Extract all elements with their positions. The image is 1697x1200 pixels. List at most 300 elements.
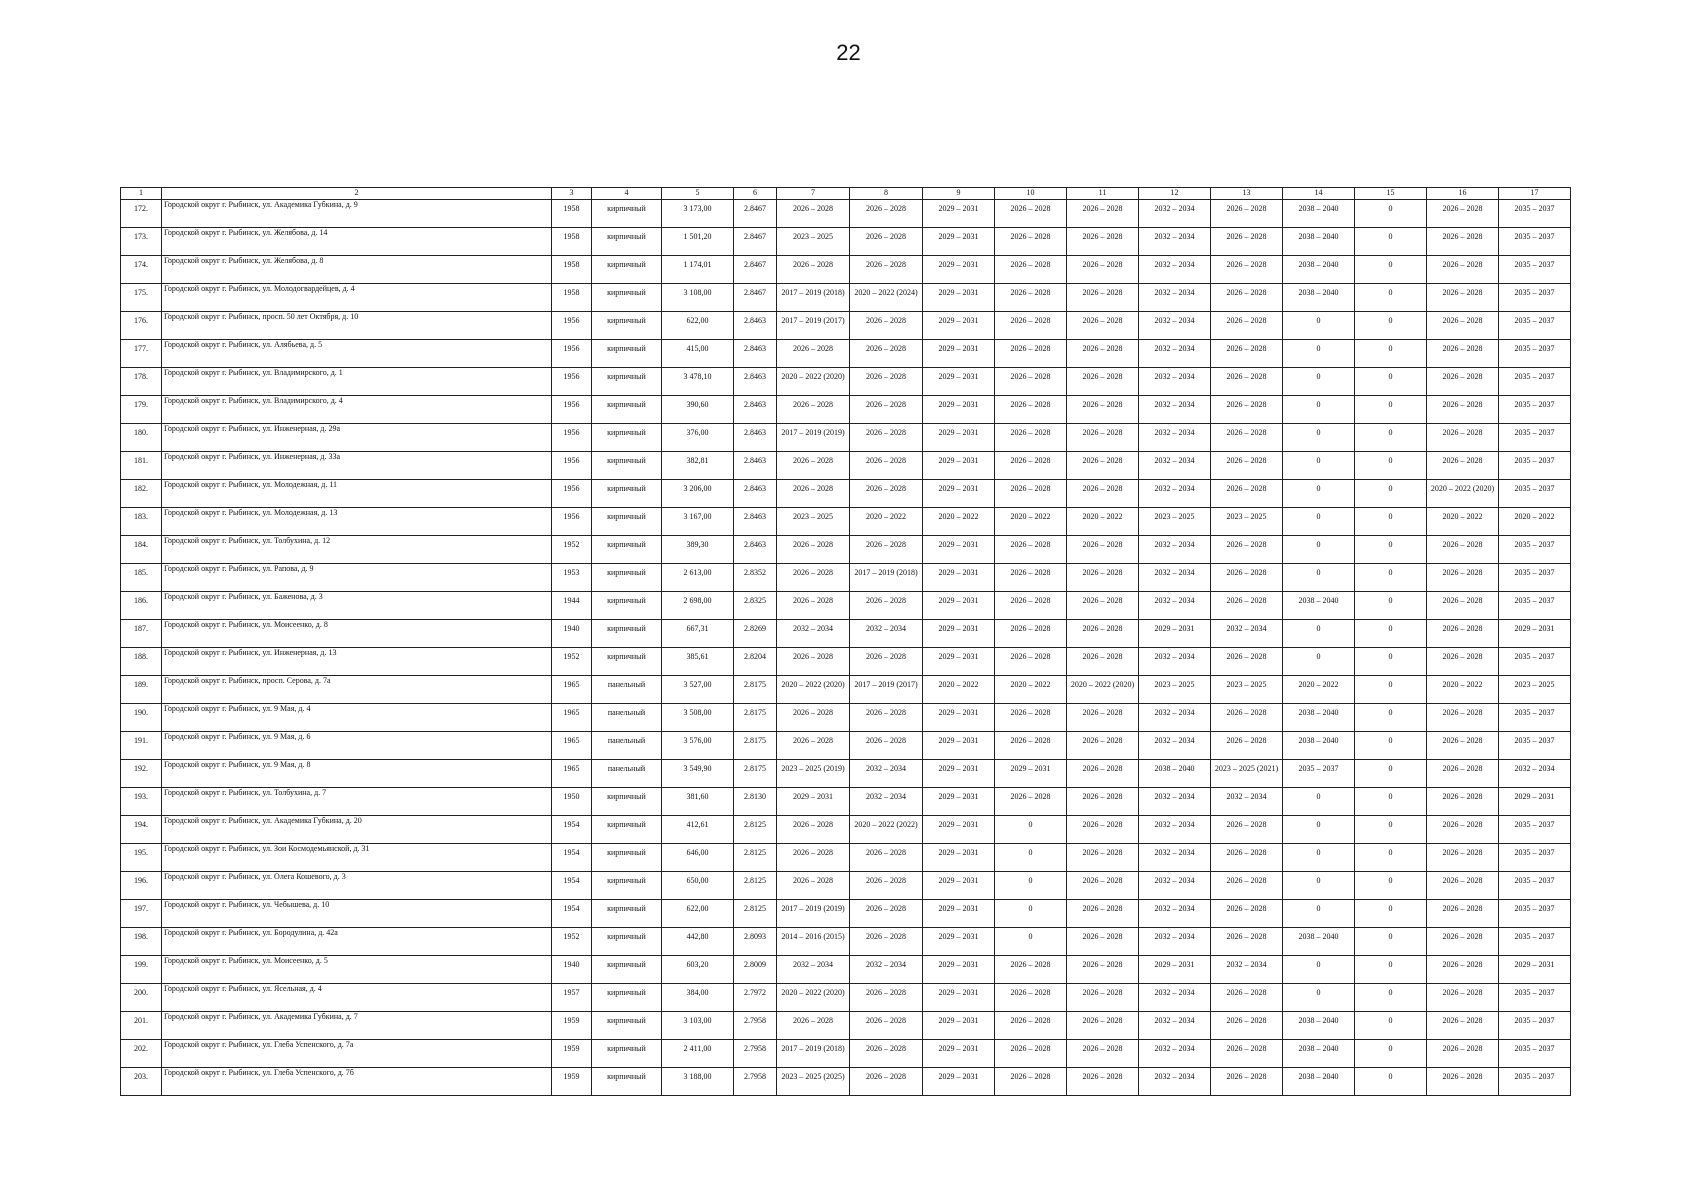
cell-works-col-16: 2026 – 2028 (1427, 648, 1499, 676)
cell-address: Городской округ г. Рыбинск, ул. Ясельная, д. 4 (162, 984, 552, 1012)
cell-works-col-7: 2020 – 2022 (2020) (777, 984, 850, 1012)
cell-address: Городской округ г. Рыбинск, ул. Алябьева, д. 5 (162, 340, 552, 368)
cell-works-col-8: 2020 – 2022 (850, 508, 923, 536)
cell-works-col-12: 2032 – 2034 (1139, 648, 1211, 676)
cell-works-col-12: 2032 – 2034 (1139, 732, 1211, 760)
table-row (121, 1068, 1571, 1096)
cell-works-col-11: 2026 – 2028 (1067, 424, 1139, 452)
cell-area: 412,61 (662, 816, 734, 844)
cell-row-number: 199. (121, 956, 162, 984)
cell-area: 389,30 (662, 536, 734, 564)
cell-works-col-9: 2029 – 2031 (923, 844, 995, 872)
cell-works-col-12: 2032 – 2034 (1139, 704, 1211, 732)
cell-works-col-16: 2026 – 2028 (1427, 816, 1499, 844)
cell-works-col-8: 2032 – 2034 (850, 956, 923, 984)
cell-year-built: 1954 (552, 844, 592, 872)
table-row (121, 928, 1571, 956)
cell-row-number: 191. (121, 732, 162, 760)
cell-works-col-14: 0 (1283, 816, 1355, 844)
table-row (121, 900, 1571, 928)
cell-works-col-13: 2026 – 2028 (1211, 928, 1283, 956)
cell-works-col-15: 0 (1355, 676, 1427, 704)
cell-works-col-13: 2026 – 2028 (1211, 592, 1283, 620)
cell-works-col-16: 2020 – 2022 (1427, 676, 1499, 704)
table-row (121, 564, 1571, 592)
cell-works-col-17: 2035 – 2037 (1499, 200, 1571, 228)
cell-works-col-13: 2026 – 2028 (1211, 844, 1283, 872)
cell-works-col-14: 2038 – 2040 (1283, 592, 1355, 620)
column-header-17: 17 (1499, 188, 1571, 200)
cell-row-number: 182. (121, 480, 162, 508)
cell-year-built: 1954 (552, 816, 592, 844)
cell-works-col-17: 2035 – 2037 (1499, 452, 1571, 480)
cell-works-col-7: 2026 – 2028 (777, 844, 850, 872)
column-header-16: 16 (1427, 188, 1499, 200)
cell-works-col-16: 2026 – 2028 (1427, 704, 1499, 732)
cell-area: 1 501,20 (662, 228, 734, 256)
cell-works-col-17: 2035 – 2037 (1499, 844, 1571, 872)
cell-works-col-8: 2020 – 2022 (2022) (850, 816, 923, 844)
cell-works-col-13: 2032 – 2034 (1211, 620, 1283, 648)
cell-works-col-17: 2035 – 2037 (1499, 284, 1571, 312)
cell-works-col-7: 2026 – 2028 (777, 340, 850, 368)
cell-works-col-9: 2020 – 2022 (923, 676, 995, 704)
cell-row-number: 180. (121, 424, 162, 452)
cell-address: Городской округ г. Рыбинск, ул. Инженерная, д. 33а (162, 452, 552, 480)
cell-works-col-9: 2029 – 2031 (923, 200, 995, 228)
cell-works-col-13: 2026 – 2028 (1211, 648, 1283, 676)
cell-works-col-12: 2032 – 2034 (1139, 928, 1211, 956)
cell-works-col-14: 2038 – 2040 (1283, 928, 1355, 956)
cell-wall-material: кирпичный (592, 984, 662, 1012)
cell-wall-material: кирпичный (592, 480, 662, 508)
cell-wall-material: кирпичный (592, 396, 662, 424)
cell-rating: 2.7958 (734, 1040, 777, 1068)
cell-works-col-15: 0 (1355, 396, 1427, 424)
table-body (121, 200, 1571, 1096)
cell-row-number: 188. (121, 648, 162, 676)
cell-area: 622,00 (662, 312, 734, 340)
cell-works-col-12: 2023 – 2025 (1139, 508, 1211, 536)
cell-rating: 2.8204 (734, 648, 777, 676)
cell-works-col-13: 2032 – 2034 (1211, 788, 1283, 816)
cell-works-col-17: 2032 – 2034 (1499, 760, 1571, 788)
cell-address: Городской округ г. Рыбинск, ул. 9 Мая, д. 4 (162, 704, 552, 732)
column-header-6: 6 (734, 188, 777, 200)
cell-works-col-15: 0 (1355, 788, 1427, 816)
cell-works-col-15: 0 (1355, 256, 1427, 284)
cell-year-built: 1959 (552, 1068, 592, 1096)
cell-works-col-11: 2026 – 2028 (1067, 1040, 1139, 1068)
cell-works-col-9: 2029 – 2031 (923, 900, 995, 928)
cell-wall-material: кирпичный (592, 536, 662, 564)
cell-works-col-15: 0 (1355, 816, 1427, 844)
cell-works-col-9: 2029 – 2031 (923, 956, 995, 984)
cell-area: 3 508,00 (662, 704, 734, 732)
cell-works-col-13: 2023 – 2025 (1211, 676, 1283, 704)
cell-works-col-7: 2032 – 2034 (777, 956, 850, 984)
cell-year-built: 1956 (552, 424, 592, 452)
cell-works-col-15: 0 (1355, 228, 1427, 256)
cell-works-col-7: 2026 – 2028 (777, 704, 850, 732)
cell-works-col-8: 2026 – 2028 (850, 228, 923, 256)
cell-wall-material: кирпичный (592, 452, 662, 480)
cell-works-col-16: 2026 – 2028 (1427, 984, 1499, 1012)
cell-rating: 2.8175 (734, 704, 777, 732)
cell-works-col-10: 2026 – 2028 (995, 480, 1067, 508)
table-row (121, 200, 1571, 228)
cell-works-col-15: 0 (1355, 704, 1427, 732)
cell-row-number: 176. (121, 312, 162, 340)
cell-wall-material: кирпичный (592, 872, 662, 900)
cell-wall-material: кирпичный (592, 508, 662, 536)
cell-works-col-15: 0 (1355, 592, 1427, 620)
cell-works-col-14: 2038 – 2040 (1283, 732, 1355, 760)
cell-works-col-10: 2026 – 2028 (995, 956, 1067, 984)
cell-wall-material: кирпичный (592, 368, 662, 396)
table-row (121, 340, 1571, 368)
cell-address: Городской округ г. Рыбинск, ул. Желябова, д. 14 (162, 228, 552, 256)
cell-address: Городской округ г. Рыбинск, ул. Академика Губкина, д. 9 (162, 200, 552, 228)
table-row (121, 1012, 1571, 1040)
cell-year-built: 1952 (552, 536, 592, 564)
cell-works-col-17: 2035 – 2037 (1499, 984, 1571, 1012)
cell-works-col-16: 2026 – 2028 (1427, 396, 1499, 424)
cell-wall-material: кирпичный (592, 844, 662, 872)
cell-works-col-10: 2026 – 2028 (995, 284, 1067, 312)
cell-works-col-13: 2023 – 2025 (2021) (1211, 760, 1283, 788)
cell-works-col-16: 2026 – 2028 (1427, 340, 1499, 368)
column-header-14: 14 (1283, 188, 1355, 200)
cell-works-col-12: 2032 – 2034 (1139, 872, 1211, 900)
cell-works-col-11: 2026 – 2028 (1067, 816, 1139, 844)
cell-year-built: 1954 (552, 900, 592, 928)
table-row (121, 228, 1571, 256)
cell-works-col-10: 2026 – 2028 (995, 200, 1067, 228)
column-header-11: 11 (1067, 188, 1139, 200)
cell-works-col-14: 0 (1283, 312, 1355, 340)
column-header-10: 10 (995, 188, 1067, 200)
cell-rating: 2.8352 (734, 564, 777, 592)
cell-works-col-16: 2026 – 2028 (1427, 536, 1499, 564)
cell-area: 415,00 (662, 340, 734, 368)
cell-works-col-9: 2029 – 2031 (923, 704, 995, 732)
cell-works-col-16: 2020 – 2022 (1427, 508, 1499, 536)
cell-area: 3 188,00 (662, 1068, 734, 1096)
table-row (121, 592, 1571, 620)
cell-works-col-10: 2026 – 2028 (995, 704, 1067, 732)
cell-works-col-7: 2020 – 2022 (2020) (777, 676, 850, 704)
cell-works-col-17: 2035 – 2037 (1499, 648, 1571, 676)
cell-works-col-11: 2026 – 2028 (1067, 592, 1139, 620)
column-header-9: 9 (923, 188, 995, 200)
cell-works-col-10: 2026 – 2028 (995, 1068, 1067, 1096)
cell-year-built: 1959 (552, 1040, 592, 1068)
cell-works-col-13: 2026 – 2028 (1211, 228, 1283, 256)
cell-works-col-11: 2026 – 2028 (1067, 340, 1139, 368)
cell-rating: 2.8463 (734, 368, 777, 396)
cell-wall-material: кирпичный (592, 956, 662, 984)
cell-works-col-9: 2029 – 2031 (923, 872, 995, 900)
cell-works-col-7: 2026 – 2028 (777, 872, 850, 900)
cell-works-col-11: 2026 – 2028 (1067, 704, 1139, 732)
cell-works-col-9: 2029 – 2031 (923, 368, 995, 396)
column-header-2: 2 (162, 188, 552, 200)
cell-works-col-17: 2035 – 2037 (1499, 816, 1571, 844)
cell-works-col-15: 0 (1355, 424, 1427, 452)
cell-wall-material: кирпичный (592, 424, 662, 452)
cell-works-col-11: 2020 – 2022 (1067, 508, 1139, 536)
cell-works-col-16: 2026 – 2028 (1427, 760, 1499, 788)
cell-area: 3 173,00 (662, 200, 734, 228)
cell-works-col-16: 2026 – 2028 (1427, 732, 1499, 760)
cell-works-col-17: 2035 – 2037 (1499, 1068, 1571, 1096)
cell-works-col-14: 0 (1283, 984, 1355, 1012)
cell-works-col-14: 2038 – 2040 (1283, 284, 1355, 312)
cell-works-col-14: 0 (1283, 340, 1355, 368)
cell-address: Городской округ г. Рыбинск, просп. Серова, д. 7а (162, 676, 552, 704)
cell-works-col-17: 2029 – 2031 (1499, 788, 1571, 816)
cell-works-col-7: 2026 – 2028 (777, 536, 850, 564)
cell-works-col-15: 0 (1355, 844, 1427, 872)
cell-works-col-17: 2035 – 2037 (1499, 536, 1571, 564)
cell-works-col-14: 0 (1283, 396, 1355, 424)
cell-year-built: 1965 (552, 676, 592, 704)
cell-wall-material: кирпичный (592, 1068, 662, 1096)
cell-works-col-8: 2026 – 2028 (850, 984, 923, 1012)
cell-works-col-10: 2026 – 2028 (995, 368, 1067, 396)
cell-wall-material: панельный (592, 732, 662, 760)
cell-row-number: 174. (121, 256, 162, 284)
cell-works-col-11: 2026 – 2028 (1067, 928, 1139, 956)
table-row (121, 424, 1571, 452)
cell-works-col-13: 2026 – 2028 (1211, 984, 1283, 1012)
cell-works-col-13: 2026 – 2028 (1211, 704, 1283, 732)
cell-works-col-10: 2020 – 2022 (995, 508, 1067, 536)
cell-works-col-16: 2026 – 2028 (1427, 452, 1499, 480)
page-number: 22 (836, 40, 861, 65)
cell-works-col-13: 2026 – 2028 (1211, 368, 1283, 396)
cell-works-col-15: 0 (1355, 1068, 1427, 1096)
cell-wall-material: кирпичный (592, 788, 662, 816)
cell-works-col-12: 2032 – 2034 (1139, 816, 1211, 844)
cell-works-col-8: 2026 – 2028 (850, 340, 923, 368)
cell-works-col-17: 2020 – 2022 (1499, 508, 1571, 536)
cell-row-number: 175. (121, 284, 162, 312)
cell-works-col-17: 2035 – 2037 (1499, 704, 1571, 732)
cell-works-col-9: 2029 – 2031 (923, 648, 995, 676)
cell-works-col-9: 2029 – 2031 (923, 1040, 995, 1068)
cell-works-col-15: 0 (1355, 620, 1427, 648)
cell-year-built: 1956 (552, 368, 592, 396)
cell-works-col-12: 2032 – 2034 (1139, 1012, 1211, 1040)
cell-works-col-17: 2035 – 2037 (1499, 1012, 1571, 1040)
cell-works-col-9: 2029 – 2031 (923, 424, 995, 452)
cell-works-col-10: 2026 – 2028 (995, 340, 1067, 368)
cell-year-built: 1959 (552, 1012, 592, 1040)
cell-works-col-16: 2026 – 2028 (1427, 228, 1499, 256)
cell-rating: 2.7972 (734, 984, 777, 1012)
cell-works-col-10: 0 (995, 928, 1067, 956)
cell-area: 2 698,00 (662, 592, 734, 620)
cell-works-col-8: 2026 – 2028 (850, 452, 923, 480)
cell-works-col-13: 2026 – 2028 (1211, 1012, 1283, 1040)
cell-year-built: 1956 (552, 508, 592, 536)
cell-works-col-16: 2026 – 2028 (1427, 284, 1499, 312)
table-row (121, 1040, 1571, 1068)
cell-row-number: 192. (121, 760, 162, 788)
cell-works-col-7: 2014 – 2016 (2015) (777, 928, 850, 956)
cell-address: Городской округ г. Рыбинск, ул. Баженова, д. 3 (162, 592, 552, 620)
cell-works-col-8: 2026 – 2028 (850, 1012, 923, 1040)
cell-works-col-12: 2032 – 2034 (1139, 536, 1211, 564)
table-row (121, 648, 1571, 676)
cell-row-number: 195. (121, 844, 162, 872)
cell-row-number: 198. (121, 928, 162, 956)
cell-works-col-13: 2026 – 2028 (1211, 1068, 1283, 1096)
cell-works-col-7: 2026 – 2028 (777, 396, 850, 424)
cell-address: Городской округ г. Рыбинск, просп. 50 лет Октября, д. 10 (162, 312, 552, 340)
cell-works-col-13: 2023 – 2025 (1211, 508, 1283, 536)
cell-works-col-9: 2029 – 2031 (923, 228, 995, 256)
cell-works-col-8: 2017 – 2019 (2017) (850, 676, 923, 704)
cell-works-col-17: 2035 – 2037 (1499, 732, 1571, 760)
housing-register-table (120, 187, 1571, 1096)
cell-area: 3 167,00 (662, 508, 734, 536)
cell-works-col-14: 0 (1283, 536, 1355, 564)
cell-address: Городской округ г. Рыбинск, ул. Владимирского, д. 1 (162, 368, 552, 396)
cell-rating: 2.8325 (734, 592, 777, 620)
cell-works-col-12: 2032 – 2034 (1139, 1040, 1211, 1068)
cell-works-col-12: 2032 – 2034 (1139, 228, 1211, 256)
cell-rating: 2.8175 (734, 676, 777, 704)
table-row (121, 816, 1571, 844)
cell-works-col-8: 2026 – 2028 (850, 396, 923, 424)
cell-row-number: 196. (121, 872, 162, 900)
cell-works-col-10: 0 (995, 872, 1067, 900)
cell-works-col-10: 2026 – 2028 (995, 788, 1067, 816)
cell-works-col-12: 2032 – 2034 (1139, 368, 1211, 396)
cell-works-col-12: 2032 – 2034 (1139, 200, 1211, 228)
cell-works-col-8: 2026 – 2028 (850, 648, 923, 676)
cell-works-col-11: 2026 – 2028 (1067, 956, 1139, 984)
table-header-row (121, 188, 1571, 200)
cell-works-col-15: 0 (1355, 340, 1427, 368)
cell-works-col-10: 2029 – 2031 (995, 760, 1067, 788)
cell-works-col-8: 2026 – 2028 (850, 900, 923, 928)
cell-address: Городской округ г. Рыбинск, ул. Толбухина, д. 7 (162, 788, 552, 816)
cell-rating: 2.8093 (734, 928, 777, 956)
cell-works-col-9: 2029 – 2031 (923, 984, 995, 1012)
cell-works-col-17: 2035 – 2037 (1499, 340, 1571, 368)
cell-row-number: 189. (121, 676, 162, 704)
cell-works-col-8: 2026 – 2028 (850, 1040, 923, 1068)
cell-works-col-9: 2029 – 2031 (923, 452, 995, 480)
cell-works-col-15: 0 (1355, 872, 1427, 900)
cell-year-built: 1958 (552, 228, 592, 256)
cell-row-number: 187. (121, 620, 162, 648)
cell-works-col-17: 2035 – 2037 (1499, 480, 1571, 508)
cell-address: Городской округ г. Рыбинск, ул. Рапова, д. 9 (162, 564, 552, 592)
cell-works-col-8: 2026 – 2028 (850, 1068, 923, 1096)
cell-works-col-12: 2032 – 2034 (1139, 564, 1211, 592)
cell-wall-material: кирпичный (592, 592, 662, 620)
cell-works-col-9: 2029 – 2031 (923, 256, 995, 284)
cell-works-col-11: 2026 – 2028 (1067, 312, 1139, 340)
cell-works-col-9: 2029 – 2031 (923, 1012, 995, 1040)
table-row (121, 788, 1571, 816)
cell-rating: 2.8463 (734, 480, 777, 508)
cell-area: 1 174,01 (662, 256, 734, 284)
cell-works-col-16: 2026 – 2028 (1427, 900, 1499, 928)
cell-works-col-9: 2029 – 2031 (923, 564, 995, 592)
cell-works-col-10: 2026 – 2028 (995, 396, 1067, 424)
cell-works-col-17: 2035 – 2037 (1499, 312, 1571, 340)
cell-works-col-9: 2029 – 2031 (923, 340, 995, 368)
cell-year-built: 1956 (552, 480, 592, 508)
cell-rating: 2.8009 (734, 956, 777, 984)
cell-works-col-17: 2023 – 2025 (1499, 676, 1571, 704)
cell-works-col-7: 2023 – 2025 (777, 508, 850, 536)
cell-row-number: 200. (121, 984, 162, 1012)
cell-works-col-16: 2026 – 2028 (1427, 1068, 1499, 1096)
table-row (121, 508, 1571, 536)
table-row (121, 452, 1571, 480)
cell-wall-material: кирпичный (592, 340, 662, 368)
cell-works-col-7: 2026 – 2028 (777, 564, 850, 592)
cell-rating: 2.8467 (734, 284, 777, 312)
cell-works-col-7: 2026 – 2028 (777, 452, 850, 480)
cell-works-col-10: 2026 – 2028 (995, 312, 1067, 340)
cell-row-number: 172. (121, 200, 162, 228)
cell-works-col-10: 2026 – 2028 (995, 1012, 1067, 1040)
cell-works-col-10: 2020 – 2022 (995, 676, 1067, 704)
cell-year-built: 1954 (552, 872, 592, 900)
cell-works-col-10: 2026 – 2028 (995, 984, 1067, 1012)
cell-works-col-16: 2026 – 2028 (1427, 844, 1499, 872)
cell-area: 384,00 (662, 984, 734, 1012)
cell-works-col-15: 0 (1355, 452, 1427, 480)
cell-address: Городской округ г. Рыбинск, ул. Академика Губкина, д. 20 (162, 816, 552, 844)
cell-works-col-12: 2032 – 2034 (1139, 480, 1211, 508)
cell-works-col-11: 2026 – 2028 (1067, 480, 1139, 508)
cell-works-col-12: 2032 – 2034 (1139, 256, 1211, 284)
cell-works-col-12: 2032 – 2034 (1139, 396, 1211, 424)
cell-works-col-10: 2026 – 2028 (995, 592, 1067, 620)
cell-works-col-8: 2026 – 2028 (850, 592, 923, 620)
cell-wall-material: кирпичный (592, 1040, 662, 1068)
cell-works-col-7: 2029 – 2031 (777, 788, 850, 816)
column-header-13: 13 (1211, 188, 1283, 200)
cell-works-col-17: 2035 – 2037 (1499, 564, 1571, 592)
table-row (121, 368, 1571, 396)
cell-works-col-10: 2026 – 2028 (995, 648, 1067, 676)
cell-works-col-11: 2026 – 2028 (1067, 648, 1139, 676)
cell-works-col-14: 0 (1283, 368, 1355, 396)
cell-area: 650,00 (662, 872, 734, 900)
cell-area: 603,20 (662, 956, 734, 984)
cell-works-col-11: 2026 – 2028 (1067, 228, 1139, 256)
cell-works-col-16: 2026 – 2028 (1427, 928, 1499, 956)
cell-works-col-9: 2029 – 2031 (923, 788, 995, 816)
cell-works-col-11: 2026 – 2028 (1067, 732, 1139, 760)
cell-works-col-8: 2026 – 2028 (850, 872, 923, 900)
cell-works-col-13: 2026 – 2028 (1211, 872, 1283, 900)
cell-address: Городской округ г. Рыбинск, ул. Толбухина, д. 12 (162, 536, 552, 564)
cell-works-col-10: 2026 – 2028 (995, 228, 1067, 256)
cell-works-col-11: 2026 – 2028 (1067, 368, 1139, 396)
cell-works-col-8: 2026 – 2028 (850, 368, 923, 396)
